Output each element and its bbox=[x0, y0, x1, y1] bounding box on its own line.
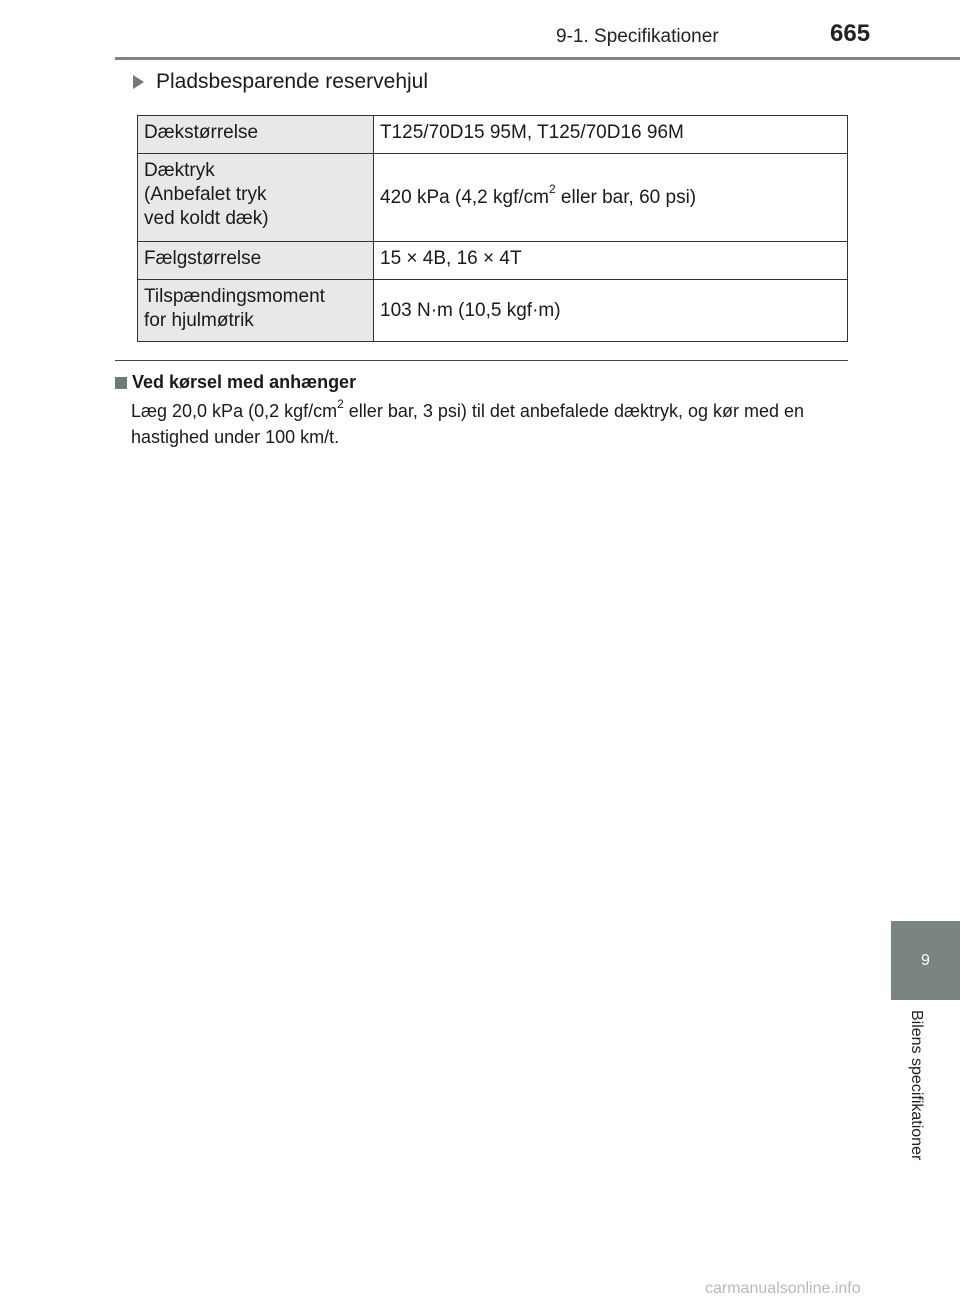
spec-value-text: 420 kPa (4,2 kgf/cm bbox=[380, 186, 549, 208]
note-body bbox=[131, 398, 851, 450]
spec-label-text: Dækstørrelse bbox=[144, 122, 259, 143]
spec-label-line: Dæktryk bbox=[144, 160, 215, 181]
note-title-text: Ved kørsel med anhænger bbox=[132, 372, 357, 392]
header-rule bbox=[115, 57, 960, 60]
spec-label bbox=[138, 116, 374, 154]
spec-value-text: 15 × 4B, 16 × 4T bbox=[380, 248, 522, 269]
spec-label bbox=[138, 280, 374, 342]
superscript: 2 bbox=[548, 182, 556, 197]
spec-value bbox=[374, 280, 848, 342]
spec-label-line: for hjulmøtrik bbox=[144, 310, 254, 331]
note-body-text: eller bar, 3 psi) til det anbefalede dæktryk, og kør med en hastighed under 100 km/t. bbox=[131, 401, 805, 447]
section-heading bbox=[133, 70, 428, 94]
chapter-tab bbox=[891, 1000, 960, 1210]
spec-table bbox=[137, 115, 848, 342]
table-row bbox=[138, 154, 848, 242]
page-number: 665 bbox=[830, 20, 871, 47]
spec-value bbox=[374, 116, 848, 154]
spec-label bbox=[138, 242, 374, 280]
note-body-text: Læg 20,0 kPa (0,2 kgf/cm bbox=[131, 401, 338, 421]
spec-label-line: (Anbefalet tryk bbox=[144, 184, 267, 205]
square-bullet-icon bbox=[115, 377, 127, 389]
note-title bbox=[115, 372, 356, 393]
chapter-tab-title: Bilens specifikationer bbox=[908, 1010, 925, 1161]
spec-value bbox=[374, 154, 848, 242]
spec-label-line: ved koldt dæk) bbox=[144, 208, 269, 229]
spec-value bbox=[374, 242, 848, 280]
spec-value-text: eller bar, 60 psi) bbox=[555, 186, 697, 208]
table-row bbox=[138, 280, 848, 342]
spec-label-line: Tilspændingsmoment bbox=[144, 286, 325, 307]
chapter-tab-number[interactable]: 9 bbox=[891, 921, 960, 1000]
spec-label-text: Fælgstørrelse bbox=[144, 248, 262, 269]
section-rule bbox=[115, 360, 848, 361]
triangle-bullet-icon bbox=[133, 75, 144, 89]
section-heading-text: Pladsbesparende reservehjul bbox=[156, 70, 429, 93]
watermark: carmanualsonline.info bbox=[705, 1280, 861, 1297]
spec-value-text: T125/70D15 95M, T125/70D16 96M bbox=[380, 122, 684, 143]
superscript: 2 bbox=[337, 397, 344, 411]
spec-label bbox=[138, 154, 374, 242]
header-section-title: 9-1. Specifikationer bbox=[556, 26, 719, 47]
table-row bbox=[138, 242, 848, 280]
spec-value-text: 103 N·m (10,5 kgf·m) bbox=[380, 299, 561, 321]
table-row bbox=[138, 116, 848, 154]
